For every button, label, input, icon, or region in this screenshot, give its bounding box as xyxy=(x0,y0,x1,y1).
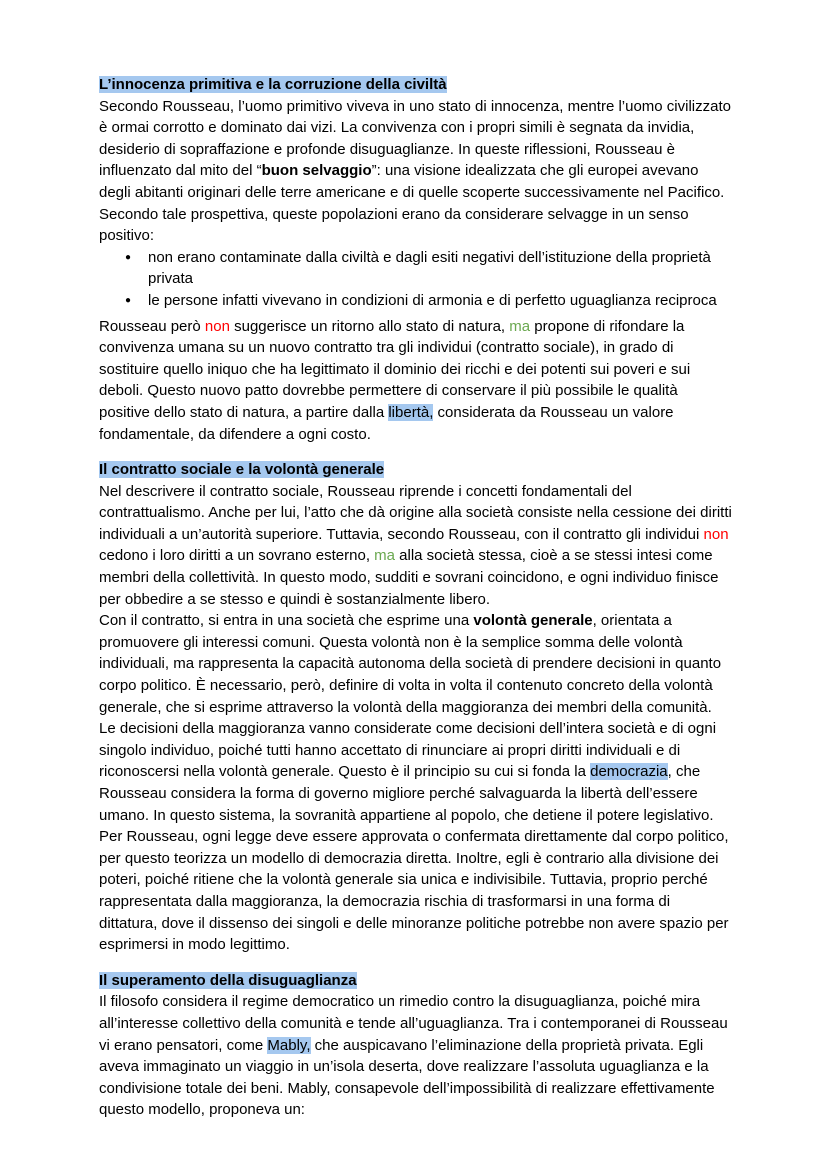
text-run: buon selvaggio xyxy=(261,162,372,180)
paragraph xyxy=(99,610,732,956)
text-run: alla società stessa, cioè a se stessi intesi come membri della collettività. In questo modo, sudditi e sovrani coincidono, e ogni individuo finisce per obbedire a se stesso e quindi è sostanzialmente libero. xyxy=(99,547,719,608)
text-run: ma xyxy=(509,317,531,335)
text-run: considerata da Rousseau un valore fondamentale, da difendere a ogni costo. xyxy=(99,403,674,443)
highlighted-text: Il superamento della disuguaglianza xyxy=(99,971,357,989)
section-heading xyxy=(99,74,732,96)
bullet-list xyxy=(99,247,732,312)
text-run: Il filosofo considera il regime democratico un rimedio contro la disuguaglianza, poiché mira all’interesse collettivo della comunità e tende all’uguaglianza. Tra i contemporanei di Rousseau vi erano pensatori, come xyxy=(99,993,728,1054)
text-run: ma xyxy=(374,547,395,565)
paragraph xyxy=(99,316,732,446)
text-run: suggerisce un ritorno allo stato di natura, xyxy=(229,317,510,335)
highlighted-text: Il contratto sociale e la volontà generale xyxy=(99,461,385,479)
text-run: che auspicavano l’eliminazione della proprietà privata. Egli aveva immaginato un viaggio in un’isola deserta, dove realizzare l’assoluta uguaglianza e la condivisione totale dei beni. Mably, consapevole dell’impossibilità di realizzare effettivamente questo modello, proponeva un: xyxy=(99,1036,715,1119)
paragraph xyxy=(99,991,732,1121)
bullet-marker-icon: ● xyxy=(125,251,132,263)
bullet-item xyxy=(99,290,732,312)
text-run: propone di rifondare la convivenza umana su un nuovo contratto tra gli individui (contratto sociale), in grado di sostituire quello iniquo che ha legittimato il dominio dei ricchi e dei potenti sui poveri e sui deboli. Questo nuovo patto dovrebbe permettere di conservare il più possibile le qualità positive dello stato di natura, a partire dalla xyxy=(99,317,691,421)
text-run: non xyxy=(703,525,729,543)
text-run: Con il contratto, si entra in una società che esprime una xyxy=(99,612,474,630)
paragraph xyxy=(99,96,732,247)
text-run: Rousseau però xyxy=(99,317,205,335)
text-run: cedono i loro diritti a un sovrano esterno, xyxy=(99,547,375,565)
document-content xyxy=(99,74,732,1121)
text-run: non xyxy=(204,317,230,335)
text-run: , che Rousseau considera la forma di governo migliore perché salvaguarda la libertà dell’essere umano. In questo sistema, la sovranità appartiene al popolo, che detiene il potere legislativo. Per Rousseau, ogni legge deve essere approvata o confermata direttamente dal corpo politico, per questo teorizza un modello di democrazia diretta. Inoltre, egli è contrario alla divisione dei poteri, poiché ritiene che la volontà generale sia unica e indivisibile. Tuttavia, proprio perché rappresentata dalla maggioranza, la democrazia rischia di trasformarsi in una forma di dittatura, dove il dissenso dei singoli e delle minoranze politiche potrebbe non avere spazio per esprimersi in modo legittimo. xyxy=(99,763,729,954)
text-run: Nel descrivere il contratto sociale, Rousseau riprende i concetti fondamentali del contrattualismo. Anche per lui, l’atto che dà origine alla società consiste nella cessione dei diritti individuali a un’autorità superiore. Tuttavia, secondo Rousseau, con il contratto gli individui xyxy=(99,482,732,543)
highlighted-text: Mably, xyxy=(267,1036,311,1054)
section-heading xyxy=(99,970,732,992)
highlighted-text: libertà, xyxy=(388,403,434,421)
text-run: volontà generale xyxy=(473,612,593,630)
text-run: le persone infatti vivevano in condizioni di armonia e di perfetto uguaglianza reciproca xyxy=(148,291,717,309)
highlighted-text: L’innocenza primitiva e la corruzione della civiltà xyxy=(99,76,447,93)
text-run: non erano contaminate dalla civiltà e dagli esiti negativi dell’istituzione della proprietà privata xyxy=(148,248,711,288)
text-run: Secondo Rousseau, l’uomo primitivo viveva in uno stato di innocenza, mentre l’uomo civilizzato è ormai corrotto e dominato dai vizi. La convivenza con i propri simili è segnata da invidia, desiderio di sopraffazione e profonde disuguaglianze. In queste riflessioni, Rousseau è influenzato dal mito del “ xyxy=(99,97,731,180)
section-heading xyxy=(99,459,732,481)
text-run: , orientata a promuovere gli interessi comuni. Questa volontà non è la semplice somma delle volontà individuali, ma rappresenta la capacità autonoma della società di prendere decisioni in quanto corpo politico. È necessario, però, definire di volta in volta il contenuto concreto della volontà generale, che si esprime attraverso la volontà della maggioranza dei membri della comunità. Le decisioni della maggioranza vanno considerate come decisioni dell’intera società e di ogni singolo individuo, poiché tutti hanno accettato di rinunciare ai propri diritti individuali e di riconoscersi nella volontà generale. Questo è il principio su cui si fonda la xyxy=(99,612,722,781)
highlighted-text: democrazia xyxy=(590,763,668,781)
bullet-marker-icon: ● xyxy=(125,294,132,306)
bullet-item xyxy=(99,247,732,290)
text-run: ”: una visione idealizzata che gli europei avevano degli abitanti originari delle terre americane e di quelle scoperte successivamente nel Pacifico. Secondo tale prospettiva, queste popolazioni erano da considerare selvagge in un senso positivo: xyxy=(99,162,725,245)
paragraph xyxy=(99,481,732,611)
